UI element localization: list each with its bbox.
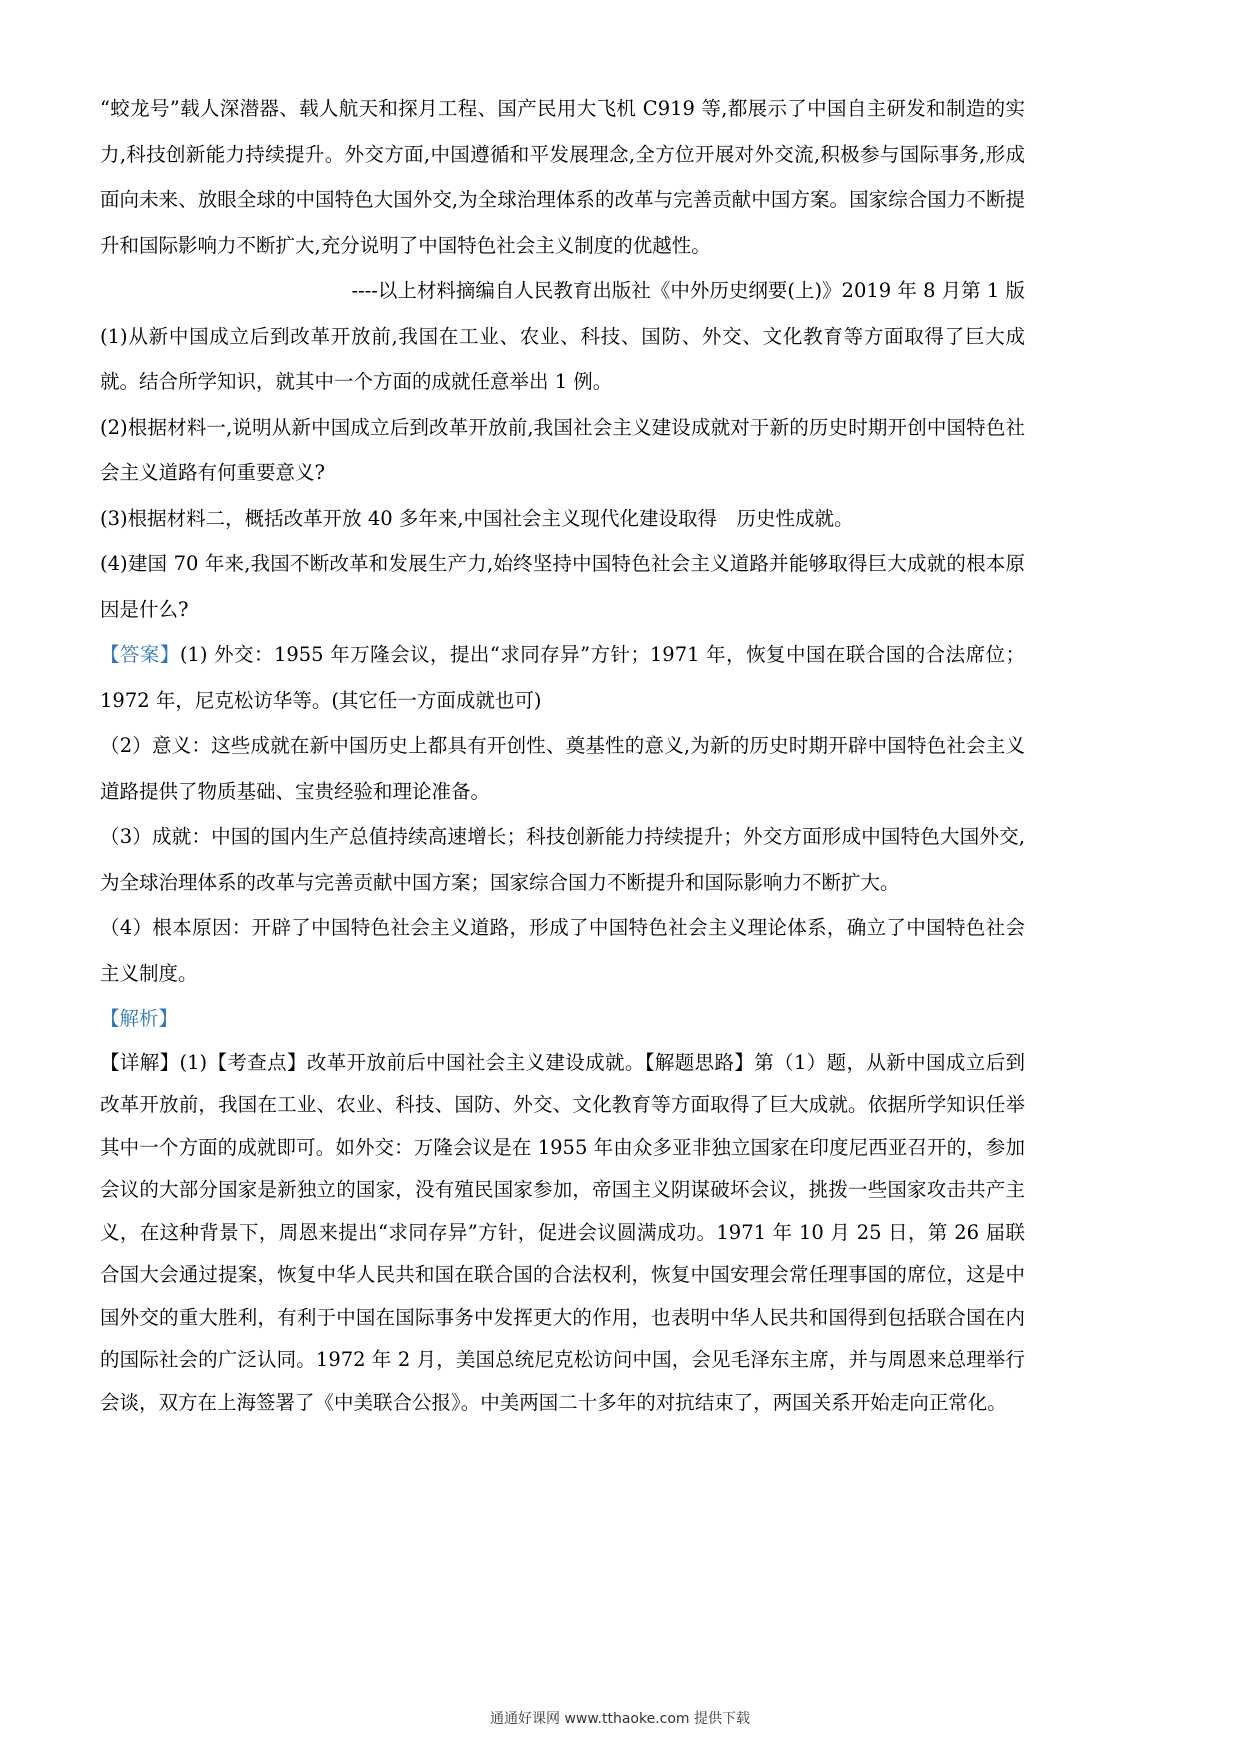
section-label: 【解析】: [100, 1007, 179, 1030]
page-footer: 通通好课网 www.tthaoke.com 提供下载: [490, 1711, 750, 1727]
paragraph: “蛟龙号”载人深潜器、载人航天和探月工程、国产民用大飞机 C919 等,都展示了中国自主研发和制造的实力,科技创新能力持续提升。外交方面,中国遵循和平发展理念,全方位开展对外交流,积极参与国际事务,形成面向未来、放眼全球的中国特色大国外交,为全球治理体系的改革与完善贡献中国方案。国家综合国力不断提升和国际影响力不断扩大,充分说明了中国特色社会主义制度的优越性。: [100, 97, 1025, 257]
paragraph: (3)根据材料二，概括改革开放 40 多年来,中国社会主义现代化建设取得 历史性成就。: [100, 506, 854, 530]
paragraph: （4）根本原因：开辟了中国特色社会主义道路，形成了中国特色社会主义理论体系，确立了中国特色社会主义制度。: [100, 916, 1025, 985]
section-label: 【详解】: [100, 1050, 180, 1074]
paragraph: 【详解】(1)【考查点】改革开放前后中国社会主义建设成就。【解题思路】第（1）题，从新中国成立后到改革开放前，我国在工业、农业、科技、国防、外交、文化教育等方面取得了巨大成就。依据所学知识任举其中一个方面的成就即可。如外交：万隆会议是在 1955 年由众多亚非独立国家在印度尼西亚召开的，参加会议的大部分国家是新独立的国家，没有殖民国家参加，帝国主义阴谋破坏会议，挑拨一些国家攻击共产主义，在这种背景下，周恩来提出“求同存异”方针，促进会议圆满成功。1971 年 10 月 25 日，第 26 届联合国大会通过提案，恢复中华人民共和国在联合国的合法权利，恢复中国安理会常任理事国的席位，这是中国外交的重大胜利，有利于中国在国际事务中发挥更大的作用，也表明中华人民共和国得到包括联合国在内的国际社会的广泛认同。1972 年 2 月，美国总统尼克松访问中国，会见毛泽东主席，并与周恩来总理举行会谈，双方在上海签署了《中美联合公报》。中美两国二十多年的对抗结束了，两国关系开始走向正常化。: [100, 1050, 1025, 1414]
paragraph: (4)建国 70 年来,我国不断改革和发展生产力,始终坚持中国特色社会主义道路并能够取得巨大成就的根本原因是什么?: [100, 552, 1025, 621]
paragraph: 【答案】(1) 外交：1955 年万隆会议，提出“求同存异”方针；1971 年，恢复中国在联合国的合法席位；1972 年，尼克松访华等。(其它任一方面成就也可): [100, 643, 1025, 712]
paragraph: (1)从新中国成立后到改革开放前,我国在工业、农业、科技、国防、外交、文化教育等方面取得了巨大成就。结合所学知识，就其中一个方面的成就任意举出 1 例。: [100, 324, 1025, 393]
source-attribution-line: ----以上材料摘编自人民教育出版社《中外历史纲要(上)》2019 年 8 月第 1 版: [351, 279, 1025, 302]
section-label: 【答案】: [100, 643, 180, 666]
paragraph: [100, 996, 1025, 1042]
document-content: [100, 86, 1025, 1424]
paragraph: (2)根据材料一,说明从新中国成立后到改革开放前,我国社会主义建设成就对于新的历史时期开创中国特色社会主义道路有何重要意义?: [100, 415, 1025, 484]
paragraph: （2）意义：这些成就在新中国历史上都具有开创性、奠基性的意义,为新的历史时期开辟中国特色社会主义道路提供了物质基础、宝贵经验和理论准备。: [100, 734, 1025, 803]
paragraph: （3）成就：中国的国内生产总值持续高速增长；科技创新能力持续提升；外交方面形成中国特色大国外交,为全球治理体系的改革与完善贡献中国方案；国家综合国力不断提升和国际影响力不断扩大。: [100, 825, 1025, 894]
